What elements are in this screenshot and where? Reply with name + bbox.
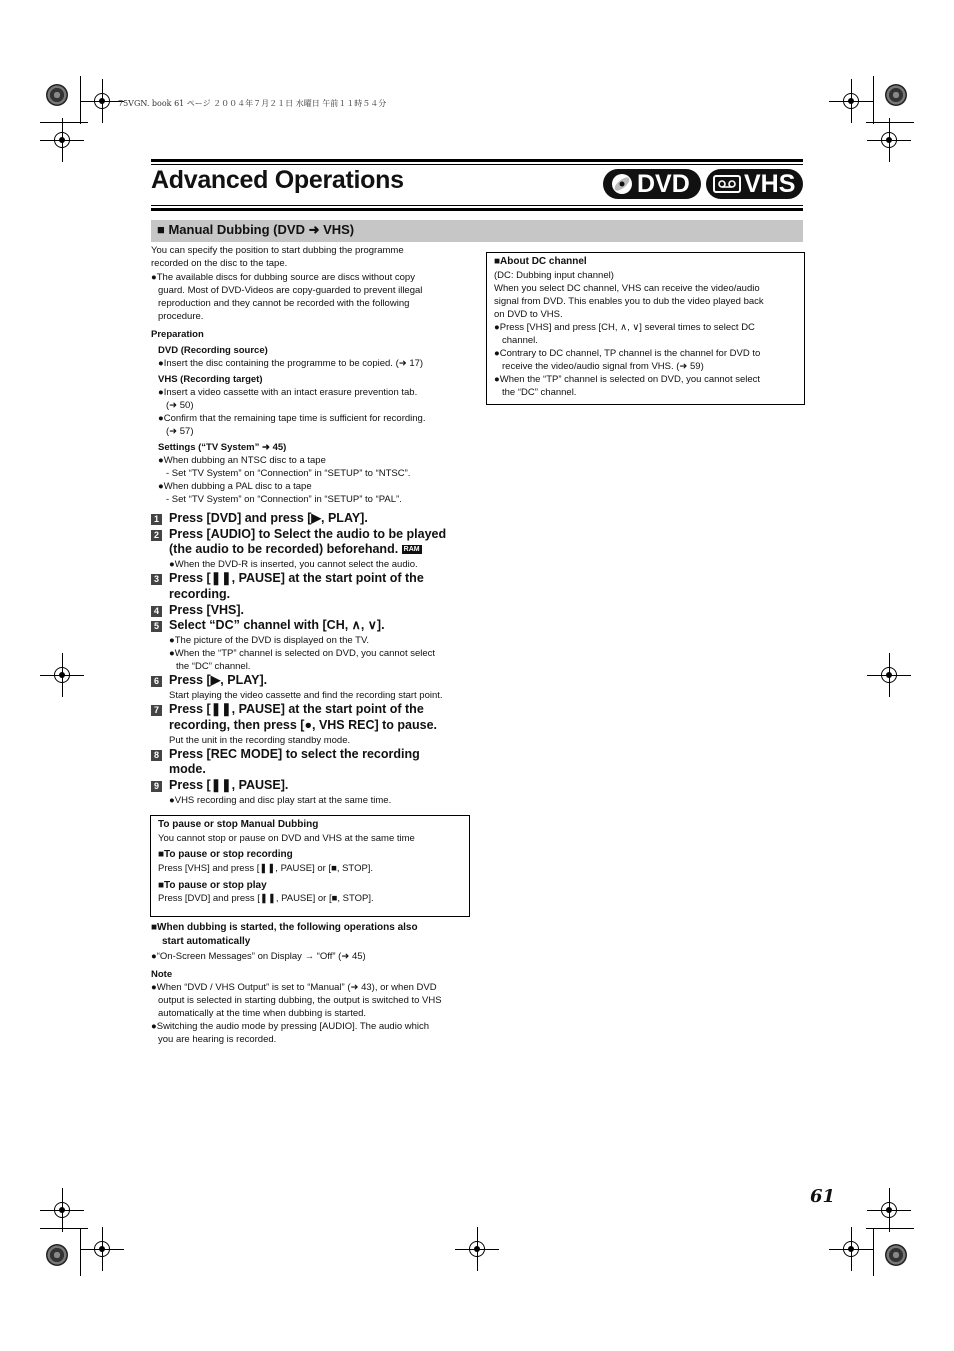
dc-channel-box <box>486 252 805 405</box>
step-note: ●When the DVD-R is inserted, you cannot select the audio. <box>169 559 418 570</box>
title-rule <box>151 164 803 165</box>
settings-item: - Set “TV System” on “Connection” in “SETUP” to “PAL”. <box>166 494 402 505</box>
auto-ops-item: ●“On-Screen Messages” on Display → “Off” (➜ 45) <box>151 951 366 962</box>
settings-item: ●When dubbing an NTSC disc to a tape <box>158 455 326 466</box>
section-title: ■ Manual Dubbing (DVD ➜ VHS) <box>157 222 355 237</box>
page-number: 61 <box>810 1186 836 1207</box>
vhs-target-heading: VHS (Recording target) <box>158 374 263 385</box>
step-note: the “DC” channel. <box>176 661 251 672</box>
preparation-item: ●Insert a video cassette with an intact erasure prevention tab. <box>158 387 418 398</box>
settings-item: ●When dubbing a PAL disc to a tape <box>158 481 312 492</box>
step-text: Press [DVD] and press [▶, PLAY]. <box>169 511 368 525</box>
step-text-with-tag <box>169 542 422 558</box>
dc-box-line: (DC: Dubbing input channel) <box>494 270 614 281</box>
dc-box-line: the “DC” channel. <box>502 387 577 398</box>
preparation-heading: Preparation <box>151 329 204 340</box>
step-text: recording, then press [●, VHS REC] to pause. <box>169 718 438 732</box>
pause-recording-text: Press [VHS] and press [❚❚, PAUSE] or [■, STOP]. <box>158 863 374 874</box>
preparation-item: ●Insert the disc containing the programme to be copied. (➜ 17) <box>158 358 424 369</box>
note-line: output is selected in starting dubbing, the output is switched to VHS <box>158 995 442 1006</box>
step-number: 1 <box>151 514 162 525</box>
crop-line <box>80 76 81 124</box>
step-text: Press [❚❚, PAUSE] at the start point of the <box>169 702 424 716</box>
step-text: Press [▶, PLAY]. <box>169 673 268 687</box>
crop-line <box>40 122 88 123</box>
dc-box-line: ●Press [VHS] and press [CH, ∧, ∨] several times to select DC <box>494 322 755 333</box>
step-number: 5 <box>151 621 162 632</box>
pause-box-title: To pause or stop Manual Dubbing <box>158 819 319 830</box>
settings-item: - Set “TV System” on “Connection” in “SETUP” to “NTSC”. <box>166 468 411 479</box>
settings-heading: Settings (“TV System” ➜ 45) <box>158 442 287 453</box>
registration-disc-bottom-left <box>46 1244 68 1266</box>
dc-box-line: ●When the “TP” channel is selected on DVD, you cannot select <box>494 374 761 385</box>
disc-icon <box>610 172 634 196</box>
preparation-item: (➜ 50) <box>166 400 194 411</box>
note-line: ●Switching the audio mode by pressing [AUDIO]. The audio which <box>151 1021 430 1032</box>
step-number: 9 <box>151 781 162 792</box>
auto-ops-heading: ■When dubbing is started, the following operations also <box>151 922 418 933</box>
crop-line <box>866 122 914 123</box>
step-number: 2 <box>151 530 162 541</box>
step-text: recording. <box>169 587 231 601</box>
step-note: ●VHS recording and disc play start at the same time. <box>169 795 392 806</box>
pause-box-text: You cannot stop or pause on DVD and VHS at the same time <box>158 833 415 844</box>
dc-box-line: on DVD to VHS. <box>494 309 563 320</box>
step-number: 6 <box>151 676 162 687</box>
note-line: ●When “DVD / VHS Output” is set to “Manual” (➜ 43), or when DVD <box>151 982 437 993</box>
dc-box-line: When you select DC channel, VHS can receive the video/audio <box>494 283 760 294</box>
dvd-badge <box>603 169 701 199</box>
preparation-item: (➜ 57) <box>166 426 194 437</box>
intro-text: guard. Most of DVD-Videos are copy-guarded to prevent illegal <box>158 285 423 296</box>
pause-stop-box <box>150 815 470 917</box>
step-text: Press [REC MODE] to select the recording <box>169 747 420 761</box>
preparation-item: ●Confirm that the remaining tape time is sufficient for recording. <box>158 413 426 424</box>
step-text: Press [VHS]. <box>169 603 245 617</box>
dc-box-line: channel. <box>502 335 538 346</box>
cassette-icon <box>713 174 741 194</box>
note-line: automatically at the time when dubbing is started. <box>158 1008 367 1019</box>
crop-line <box>873 76 874 124</box>
registration-disc-top-right <box>885 84 907 106</box>
crop-line <box>873 1228 874 1276</box>
intro-text: recorded on the disc to the tape. <box>151 258 288 269</box>
step-text: Press [❚❚, PAUSE]. <box>169 778 289 792</box>
step-text: Select “DC” channel with [CH, ∧, ∨]. <box>169 618 385 632</box>
dc-box-heading: ■About DC channel <box>494 256 587 267</box>
step-note: Put the unit in the recording standby mode. <box>169 735 351 746</box>
pause-play-text: Press [DVD] and press [❚❚, PAUSE] or [■, STOP]. <box>158 893 374 904</box>
intro-text: procedure. <box>158 311 204 322</box>
title-rule <box>151 205 803 206</box>
print-header-note: 75VGN. book 61 ページ ２００４年７月２１日 水曜日 午前１１時５４分 <box>118 99 387 108</box>
pause-play-heading: ■To pause or stop play <box>158 880 267 891</box>
section-header-bar <box>151 220 803 242</box>
step-text: Press [❚❚, PAUSE] at the start point of the <box>169 571 424 585</box>
step-note: ●The picture of the DVD is displayed on the TV. <box>169 635 370 646</box>
vhs-badge-label: VHS <box>744 170 796 198</box>
title-rule <box>151 208 803 211</box>
crop-line <box>80 1228 81 1276</box>
note-line: you are hearing is recorded. <box>158 1034 277 1045</box>
registration-disc-top-left <box>46 84 68 106</box>
dc-box-line: receive the video/audio signal from VHS. (➜ 59) <box>502 361 704 372</box>
ram-tag: RAM <box>403 546 420 554</box>
step-text: Press [AUDIO] to Select the audio to be played <box>169 527 447 541</box>
step-number: 7 <box>151 705 162 716</box>
title-rule <box>151 159 803 162</box>
intro-text: ●The available discs for dubbing source are discs without copy <box>151 272 415 283</box>
step-number: 4 <box>151 606 162 617</box>
step-text: mode. <box>169 762 206 776</box>
intro-text: You can specify the position to start dubbing the programme <box>151 245 404 256</box>
dc-box-line: signal from DVD. This enables you to dub the video played back <box>494 296 764 307</box>
page-title: Advanced Operations <box>151 166 404 194</box>
step-text: (the audio to be recorded) beforehand. <box>169 542 399 556</box>
step-number: 3 <box>151 574 162 585</box>
step-number: 8 <box>151 750 162 761</box>
auto-ops-heading: start automatically <box>162 936 251 947</box>
crop-line <box>40 1228 88 1229</box>
intro-text: reproduction and they cannot be recorded with the following <box>158 298 410 309</box>
vhs-badge <box>706 169 803 199</box>
step-note: Start playing the video cassette and find the recording start point. <box>169 690 443 701</box>
dvd-source-heading: DVD (Recording source) <box>158 345 268 356</box>
registration-disc-bottom-right <box>885 1244 907 1266</box>
pause-recording-heading: ■To pause or stop recording <box>158 849 293 860</box>
dc-box-line: ●Contrary to DC channel, TP channel is the channel for DVD to <box>494 348 761 359</box>
dvd-badge-label: DVD <box>637 170 690 198</box>
crop-line <box>866 1228 914 1229</box>
note-heading: Note <box>151 969 173 980</box>
step-note: ●When the “TP” channel is selected on DVD, you cannot select <box>169 648 436 659</box>
